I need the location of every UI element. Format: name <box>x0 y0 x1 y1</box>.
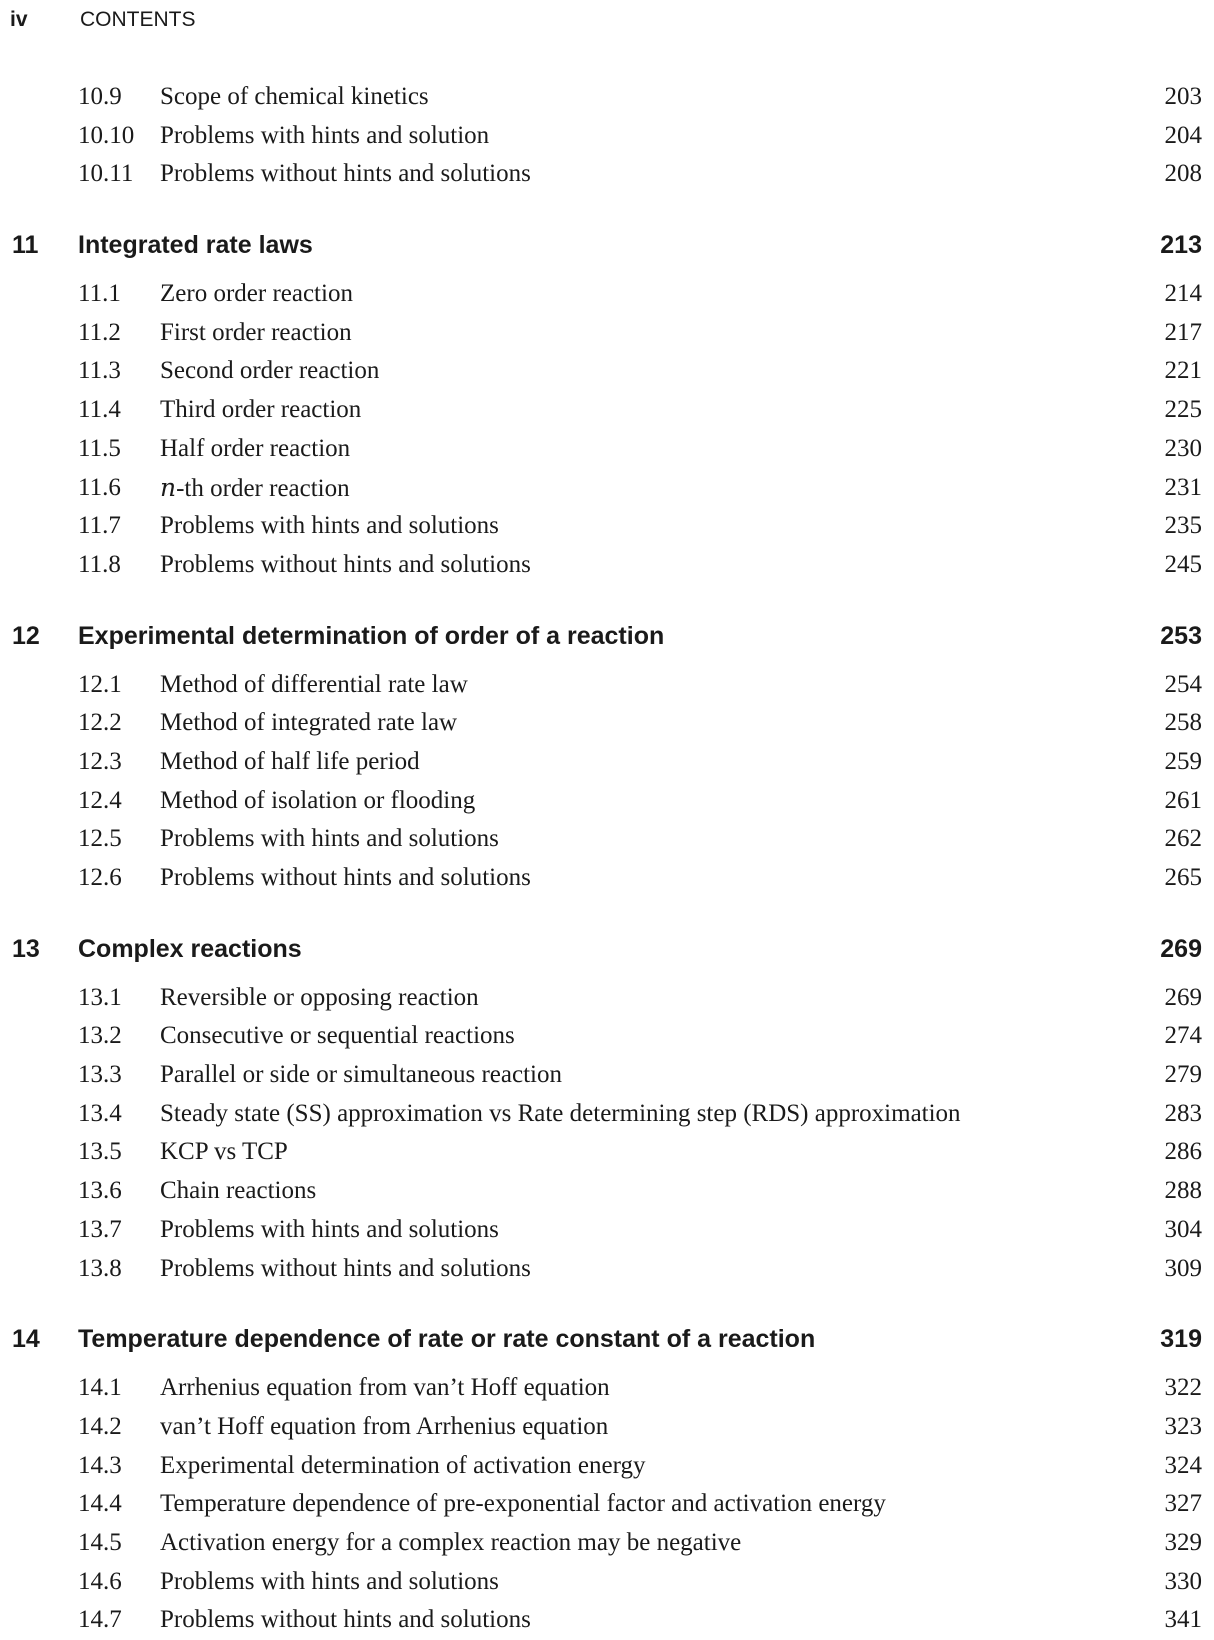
page-number: 319 <box>1160 1325 1202 1354</box>
section-number: 12.5 <box>78 825 122 853</box>
page-number: 258 <box>1164 709 1202 737</box>
section-title: Problems with hints and solutions <box>160 825 499 853</box>
section-number: 13.8 <box>78 1254 122 1282</box>
toc-entry-row[interactable] <box>0 352 1214 391</box>
section-number: 12.6 <box>78 864 122 891</box>
page-number: 341 <box>1164 1606 1202 1634</box>
chapter-spacer <box>0 898 1214 929</box>
chapter-title: Experimental determination of order of a reaction <box>78 621 665 650</box>
toc-entry-row[interactable] <box>0 117 1214 156</box>
section-number: 14.4 <box>78 1490 122 1518</box>
section-title: Problems with hints and solutions <box>160 1567 499 1595</box>
section-number: 11.8 <box>78 550 121 578</box>
chapter-spacer <box>0 585 1214 616</box>
section-number: 11.1 <box>78 280 121 308</box>
page-number: 322 <box>1164 1374 1202 1402</box>
toc-entry-row[interactable] <box>0 275 1214 314</box>
page-number: 230 <box>1164 434 1202 462</box>
section-title: Problems without hints and solutions <box>160 160 531 188</box>
section-title: Temperature dependence of pre-exponential factor and activation energy <box>160 1490 886 1518</box>
section-title: Problems without hints and solutions <box>160 1254 531 1282</box>
toc-entry-row[interactable] <box>0 1485 1214 1524</box>
toc-entry-row[interactable] <box>0 1172 1214 1211</box>
toc-entry-row[interactable] <box>0 666 1214 705</box>
chapter-spacer <box>0 969 1214 979</box>
running-head-section: CONTENTS <box>80 8 196 31</box>
section-title: First order reaction <box>160 318 352 346</box>
page-number: 254 <box>1164 670 1202 698</box>
toc-entry-row[interactable] <box>0 1601 1214 1640</box>
section-title: Method of isolation or flooding <box>160 786 476 814</box>
toc-entry-row[interactable] <box>0 314 1214 353</box>
toc-entry-row[interactable] <box>0 391 1214 430</box>
toc-entry-row[interactable] <box>0 1211 1214 1250</box>
section-title: n-th order reaction <box>160 472 350 502</box>
section-number: 14.2 <box>78 1412 122 1440</box>
section-number: 14.7 <box>78 1606 122 1634</box>
table-of-contents <box>0 78 1214 1640</box>
chapter-spacer <box>0 265 1214 275</box>
chapter-spacer <box>0 1359 1214 1369</box>
chapter-title: Complex reactions <box>78 934 302 963</box>
chapter-title: Temperature dependence of rate or rate constant of a reaction <box>78 1325 816 1354</box>
page-number: 203 <box>1164 83 1202 110</box>
toc-entry-row[interactable] <box>0 1563 1214 1602</box>
page-number: 225 <box>1164 396 1202 424</box>
toc-entry-row[interactable] <box>0 1056 1214 1095</box>
section-number: 13.2 <box>78 1022 122 1050</box>
toc-entry-row[interactable] <box>0 1017 1214 1056</box>
section-title: Zero order reaction <box>160 280 353 308</box>
toc-entry-row[interactable] <box>0 704 1214 743</box>
page-number: 286 <box>1164 1138 1202 1166</box>
chapter-number: 12 <box>12 621 40 650</box>
section-number: 11.6 <box>78 473 121 501</box>
page-number: 330 <box>1164 1567 1202 1595</box>
section-title: Chain reactions <box>160 1177 317 1205</box>
section-number: 13.6 <box>78 1177 122 1205</box>
page-number: 235 <box>1164 512 1202 540</box>
page-label: iv <box>10 8 28 31</box>
page-number: 269 <box>1160 934 1202 963</box>
page-number: 208 <box>1164 160 1202 188</box>
section-number: 13.5 <box>78 1138 122 1166</box>
section-number: 12.1 <box>78 670 122 698</box>
section-title: Problems without hints and solutions <box>160 550 531 578</box>
section-title: Problems without hints and solutions <box>160 864 531 891</box>
section-title: Problems without hints and solutions <box>160 1606 531 1634</box>
section-number: 12.4 <box>78 786 122 814</box>
section-title: Half order reaction <box>160 434 351 462</box>
toc-entry-row[interactable] <box>0 979 1214 1018</box>
section-number: 10.10 <box>78 121 135 149</box>
chapter-title: Integrated rate laws <box>78 231 313 260</box>
toc-chapter-row[interactable] <box>0 929 1214 969</box>
section-title: Steady state (SS) approximation vs Rate determining step (RDS) approximation <box>160 1099 961 1127</box>
page-number: 214 <box>1164 280 1202 308</box>
page-number: 231 <box>1164 473 1202 501</box>
section-number: 12.3 <box>78 747 122 775</box>
section-number: 11.7 <box>78 512 121 540</box>
section-number: 14.5 <box>78 1528 122 1556</box>
page-number: 245 <box>1164 550 1202 578</box>
running-head <box>10 6 196 34</box>
section-title: Method of half life period <box>160 747 420 775</box>
page-number: 265 <box>1164 864 1202 891</box>
toc-chapter-row[interactable] <box>0 225 1214 265</box>
section-number: 10.11 <box>78 160 134 188</box>
toc-entry-row[interactable] <box>0 1250 1214 1289</box>
toc-entry-row[interactable] <box>0 1524 1214 1563</box>
section-title: van’t Hoff equation from Arrhenius equation <box>160 1412 609 1440</box>
page-number: 269 <box>1164 983 1202 1011</box>
chapter-number: 11 <box>12 231 39 260</box>
toc-chapter-row[interactable] <box>0 616 1214 656</box>
page-number: 274 <box>1164 1022 1202 1050</box>
chapter-number: 13 <box>12 934 40 963</box>
chapter-spacer <box>0 656 1214 666</box>
section-number: 11.3 <box>78 357 121 385</box>
page-number: 262 <box>1164 825 1202 853</box>
section-number: 11.2 <box>78 318 121 346</box>
toc-entry-row[interactable] <box>0 155 1214 194</box>
page-number: 309 <box>1164 1254 1202 1282</box>
page-number: 253 <box>1160 621 1202 650</box>
page-number: 288 <box>1164 1177 1202 1205</box>
page-number: 221 <box>1164 357 1202 385</box>
section-number: 13.1 <box>78 983 122 1011</box>
page-number: 217 <box>1164 318 1202 346</box>
toc-entry-row[interactable] <box>0 1447 1214 1486</box>
section-title: Consecutive or sequential reactions <box>160 1022 515 1050</box>
section-number: 11.4 <box>78 396 121 424</box>
section-number: 13.7 <box>78 1215 122 1243</box>
page-number: 213 <box>1160 231 1202 260</box>
section-title: Problems with hints and solutions <box>160 1215 499 1243</box>
toc-entry-row[interactable] <box>0 820 1214 859</box>
section-number: 14.6 <box>78 1567 122 1595</box>
section-title: Third order reaction <box>160 396 362 424</box>
section-title: Experimental determination of activation energy <box>160 1451 646 1479</box>
math-variable-n: n <box>160 472 177 502</box>
page-number: 323 <box>1164 1412 1202 1440</box>
toc-entry-row[interactable] <box>0 1133 1214 1172</box>
page-number: 283 <box>1164 1099 1202 1127</box>
section-number: 14.3 <box>78 1451 122 1479</box>
section-number: 12.2 <box>78 709 122 737</box>
section-number: 13.4 <box>78 1099 122 1127</box>
toc-entry-row[interactable] <box>0 546 1214 585</box>
chapter-spacer <box>0 1288 1214 1319</box>
section-title: Problems with hints and solutions <box>160 512 499 540</box>
page-number: 261 <box>1164 786 1202 814</box>
toc-entry-row[interactable] <box>0 469 1214 508</box>
toc-entry-row[interactable] <box>0 507 1214 546</box>
section-title: Arrhenius equation from van’t Hoff equation <box>160 1374 610 1402</box>
toc-entry-row[interactable] <box>0 859 1214 898</box>
section-number: 11.5 <box>78 434 121 462</box>
section-title: Scope of chemical kinetics <box>160 83 429 110</box>
toc-entry-row[interactable] <box>0 78 1214 117</box>
page-number: 327 <box>1164 1490 1202 1518</box>
chapter-number: 14 <box>12 1325 40 1354</box>
toc-entry-row[interactable] <box>0 430 1214 469</box>
toc-entry-row[interactable] <box>0 1095 1214 1134</box>
page-number: 279 <box>1164 1061 1202 1089</box>
toc-chapter-row[interactable] <box>0 1319 1214 1359</box>
section-title: Activation energy for a complex reaction may be negative <box>160 1528 742 1556</box>
section-number: 14.1 <box>78 1374 122 1402</box>
section-title: Second order reaction <box>160 357 380 385</box>
section-title: KCP vs TCP <box>160 1138 288 1166</box>
page-number: 304 <box>1164 1215 1202 1243</box>
toc-entry-row[interactable] <box>0 782 1214 821</box>
page-number: 259 <box>1164 747 1202 775</box>
section-title: Parallel or side or simultaneous reaction <box>160 1061 562 1089</box>
section-title: Problems with hints and solution <box>160 121 490 149</box>
page-number: 329 <box>1164 1528 1202 1556</box>
section-title: Method of integrated rate law <box>160 709 458 737</box>
page-number: 204 <box>1164 121 1202 149</box>
section-title: Method of differential rate law <box>160 670 468 698</box>
toc-entry-row[interactable] <box>0 1408 1214 1447</box>
toc-entry-row[interactable] <box>0 743 1214 782</box>
chapter-spacer <box>0 194 1214 225</box>
toc-entry-row[interactable] <box>0 1369 1214 1408</box>
page-number: 324 <box>1164 1451 1202 1479</box>
section-number: 13.3 <box>78 1061 122 1089</box>
section-title: Reversible or opposing reaction <box>160 983 479 1011</box>
section-number: 10.9 <box>78 83 122 110</box>
